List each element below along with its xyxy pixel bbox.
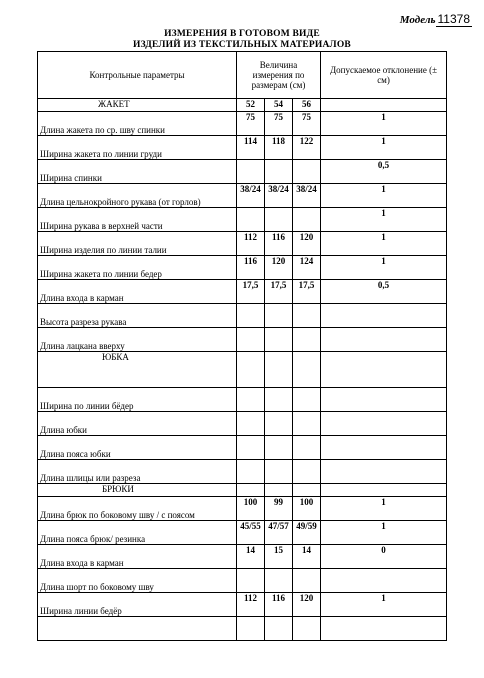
parameter-label: Длина лацкана вверху xyxy=(38,328,237,352)
size-value-2: 38/24 xyxy=(265,184,293,208)
parameter-label: Длина шлицы или разреза xyxy=(38,460,237,484)
section-title: ЮБКА xyxy=(38,352,237,388)
table-row xyxy=(38,388,447,412)
size-value-3: 17,5 xyxy=(293,280,321,304)
size-value-1: 112 xyxy=(237,593,265,617)
size-value-1: 100 xyxy=(237,497,265,521)
section-row xyxy=(38,99,447,112)
size-value-1 xyxy=(237,388,265,412)
size-value-3: 120 xyxy=(293,232,321,256)
tolerance-value xyxy=(321,460,447,484)
size-value-2 xyxy=(265,328,293,352)
size-value-2: 47/57 xyxy=(265,521,293,545)
size-value-3 xyxy=(293,160,321,184)
tolerance-value: 0 xyxy=(321,545,447,569)
tolerance-value: 1 xyxy=(321,521,447,545)
table-row xyxy=(38,112,447,136)
table-row xyxy=(38,136,447,160)
size-value-2 xyxy=(265,160,293,184)
parameter-label: Высота разреза рукава xyxy=(38,304,237,328)
size-value-2: 75 xyxy=(265,112,293,136)
tolerance-value: 0,5 xyxy=(321,280,447,304)
document-subtitle: ИЗДЕЛИЙ ИЗ ТЕКСТИЛЬНЫХ МАТЕРИАЛОВ xyxy=(133,40,351,50)
table-row xyxy=(38,412,447,436)
size-value-3 xyxy=(293,484,321,497)
parameter-label: Длина пояса брюк/ резинка xyxy=(38,521,237,545)
parameter-label: Длина шорт по боковому шву xyxy=(38,569,237,593)
size-value-3 xyxy=(293,352,321,388)
size-value-1 xyxy=(237,460,265,484)
parameter-label: Ширина по линии бёдер xyxy=(38,388,237,412)
section-row xyxy=(38,484,447,497)
document-title: ИЗМЕРЕНИЯ В ГОТОВОМ ВИДЕ xyxy=(164,29,320,39)
model-label xyxy=(400,12,472,26)
size-value-3 xyxy=(293,304,321,328)
size-value-2 xyxy=(265,304,293,328)
size-value-3 xyxy=(293,328,321,352)
measurement-table xyxy=(37,51,447,641)
table-row xyxy=(38,436,447,460)
parameter-label: Длина юбки xyxy=(38,412,237,436)
table-row xyxy=(38,328,447,352)
tolerance-value xyxy=(321,99,447,112)
tolerance-value: 1 xyxy=(321,497,447,521)
parameter-label: Длина входа в карман xyxy=(38,280,237,304)
size-value-3 xyxy=(293,436,321,460)
size-value-1 xyxy=(237,304,265,328)
parameter-label: Ширина линии бедёр xyxy=(38,593,237,617)
size-value-3: 49/59 xyxy=(293,521,321,545)
size-value-2: 116 xyxy=(265,232,293,256)
table-row xyxy=(38,569,447,593)
size-value-2 xyxy=(265,208,293,232)
tolerance-value xyxy=(321,484,447,497)
parameter-label: Ширина спинки xyxy=(38,160,237,184)
size-value-1 xyxy=(237,160,265,184)
size-value-2 xyxy=(265,352,293,388)
tolerance-value xyxy=(321,328,447,352)
size-value-3: 100 xyxy=(293,497,321,521)
size-value-3: 120 xyxy=(293,593,321,617)
size-value-1 xyxy=(237,617,265,641)
header-params: Контрольные параметры xyxy=(38,52,237,99)
size-value-2: 15 xyxy=(265,545,293,569)
size-value-2 xyxy=(265,617,293,641)
size-value-3 xyxy=(293,617,321,641)
header-tolerance: Допускаемое отклонение (± см) xyxy=(321,52,447,99)
table-row xyxy=(38,497,447,521)
parameter-label: Ширина жакета по линии груди xyxy=(38,136,237,160)
size-value-3: 75 xyxy=(293,112,321,136)
parameter-label: Ширина рукава в верхней части xyxy=(38,208,237,232)
table-row xyxy=(38,545,447,569)
size-value-3: 38/24 xyxy=(293,184,321,208)
tolerance-value xyxy=(321,436,447,460)
size-value-2 xyxy=(265,460,293,484)
tolerance-value xyxy=(321,569,447,593)
tolerance-value: 1 xyxy=(321,208,447,232)
size-value-1: 38/24 xyxy=(237,184,265,208)
parameter-label: Длина брюк по боковому шву / с поясом xyxy=(38,497,237,521)
size-value-2: 118 xyxy=(265,136,293,160)
size-value-1: 14 xyxy=(237,545,265,569)
tolerance-value xyxy=(321,304,447,328)
size-value-1: 114 xyxy=(237,136,265,160)
parameter-label: Длина цельнокройного рукава (от горлов) xyxy=(38,184,237,208)
model-number: 11378 xyxy=(437,12,470,26)
size-value-1: 112 xyxy=(237,232,265,256)
size-value-3 xyxy=(293,388,321,412)
size-value-2: 116 xyxy=(265,593,293,617)
size-value-1: 52 xyxy=(237,99,265,112)
table-row xyxy=(38,256,447,280)
tolerance-value: 0,5 xyxy=(321,160,447,184)
table-row xyxy=(38,232,447,256)
size-value-2 xyxy=(265,436,293,460)
table-row xyxy=(38,160,447,184)
size-value-2: 17,5 xyxy=(265,280,293,304)
table-row xyxy=(38,184,447,208)
parameter-label: Длина жакета по ср. шву спинки xyxy=(38,112,237,136)
size-value-2 xyxy=(265,412,293,436)
parameter-label: Ширина жакета по линии бедер xyxy=(38,256,237,280)
size-value-2 xyxy=(265,484,293,497)
tolerance-value xyxy=(321,617,447,641)
tolerance-value xyxy=(321,388,447,412)
size-value-1 xyxy=(237,569,265,593)
size-value-1 xyxy=(237,484,265,497)
section-row xyxy=(38,352,447,388)
tolerance-value: 1 xyxy=(321,256,447,280)
size-value-2: 99 xyxy=(265,497,293,521)
table-row xyxy=(38,460,447,484)
tolerance-value: 1 xyxy=(321,136,447,160)
table-row xyxy=(38,521,447,545)
size-value-3 xyxy=(293,569,321,593)
size-value-1: 116 xyxy=(237,256,265,280)
size-value-3: 56 xyxy=(293,99,321,112)
parameter-label: Длина пояса юбки xyxy=(38,436,237,460)
parameter-label: Длина входа в карман xyxy=(38,545,237,569)
table-row xyxy=(38,617,447,641)
size-value-1: 17,5 xyxy=(237,280,265,304)
size-value-3: 14 xyxy=(293,545,321,569)
tolerance-value: 1 xyxy=(321,593,447,617)
size-value-3 xyxy=(293,460,321,484)
table-row xyxy=(38,280,447,304)
size-value-1: 75 xyxy=(237,112,265,136)
size-value-1 xyxy=(237,208,265,232)
header-sizes: Величина измерения по размерам (см) xyxy=(237,52,321,99)
size-value-3: 124 xyxy=(293,256,321,280)
section-title: БРЮКИ xyxy=(38,484,237,497)
size-value-1 xyxy=(237,352,265,388)
size-value-1 xyxy=(237,436,265,460)
size-value-3 xyxy=(293,412,321,436)
size-value-2: 120 xyxy=(265,256,293,280)
size-value-3: 122 xyxy=(293,136,321,160)
table-row xyxy=(38,208,447,232)
tolerance-value: 1 xyxy=(321,112,447,136)
model-label-text: Модель xyxy=(399,14,436,26)
table-header-row xyxy=(38,52,447,99)
parameter-label: Ширина изделия по линии талии xyxy=(38,232,237,256)
size-value-1: 45/55 xyxy=(237,521,265,545)
size-value-1 xyxy=(237,328,265,352)
tolerance-value xyxy=(321,412,447,436)
tolerance-value: 1 xyxy=(321,184,447,208)
size-value-2 xyxy=(265,569,293,593)
tolerance-value xyxy=(321,352,447,388)
tolerance-value: 1 xyxy=(321,232,447,256)
size-value-3 xyxy=(293,208,321,232)
parameter-label xyxy=(38,617,237,641)
size-value-2: 54 xyxy=(265,99,293,112)
table-row xyxy=(38,593,447,617)
size-value-2 xyxy=(265,388,293,412)
size-value-1 xyxy=(237,412,265,436)
section-title: ЖАКЕТ xyxy=(38,99,237,112)
table-row xyxy=(38,304,447,328)
